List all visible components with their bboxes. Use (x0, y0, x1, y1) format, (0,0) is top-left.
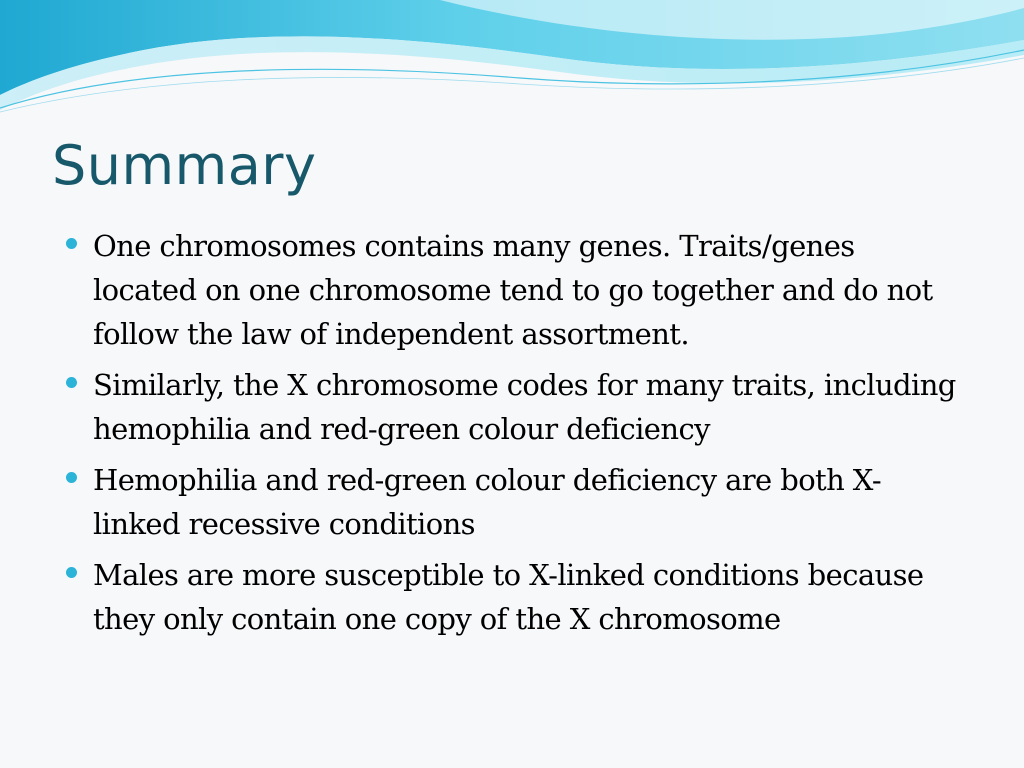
bullet-text: Hemophilia and red-green colour deficiency are both X-linked recessive conditions (93, 463, 882, 541)
bullet-list (64, 224, 964, 648)
bullet-text: Similarly, the X chromosome codes for many traits, including hemophilia and red-green colour deficiency (93, 368, 956, 446)
bullet-marker-icon (66, 567, 77, 578)
bullet-item (64, 553, 964, 641)
bullet-text: Males are more susceptible to X-linked conditions because they only contain one copy of the X chromosome (93, 558, 924, 636)
bullet-text: One chromosomes contains many genes. Traits/genes located on one chromosome tend to go together and do not follow the law of independent assortment. (93, 229, 933, 351)
decorative-wave-banner (0, 0, 1024, 130)
bullet-item (64, 363, 964, 451)
bullet-item (64, 224, 964, 356)
bullet-marker-icon (66, 472, 77, 483)
slide-title: Summary (52, 134, 317, 197)
bullet-marker-icon (66, 377, 77, 388)
bullet-marker-icon (66, 238, 77, 249)
bullet-item (64, 458, 964, 546)
